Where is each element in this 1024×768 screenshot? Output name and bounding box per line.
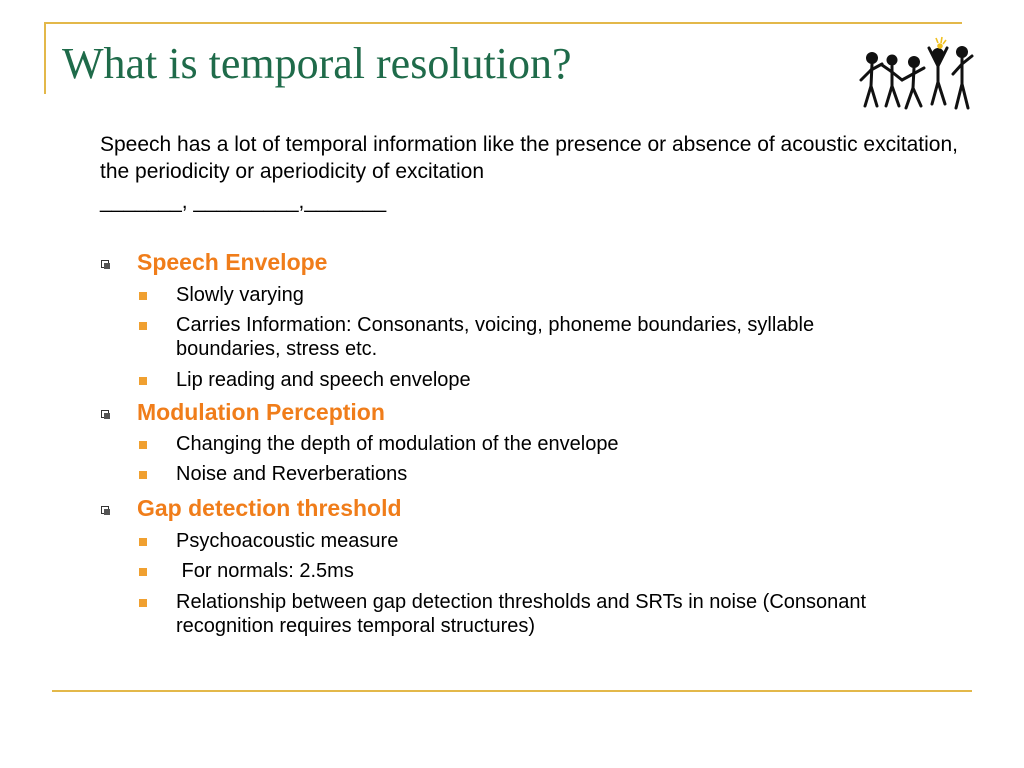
intro-paragraph: Speech has a lot of temporal information like the presence or absence of acoustic excitation, the periodicity or aperiodicity of excitation xyxy=(100,133,958,183)
slide-title: What is temporal resolution? xyxy=(62,39,572,88)
frame-top-line xyxy=(44,22,962,24)
frame-bottom-line xyxy=(52,690,972,692)
square-bullet-icon xyxy=(139,441,147,449)
list-item-text: Lip reading and speech envelope xyxy=(176,369,471,391)
section-heading: Speech Envelope xyxy=(137,249,328,275)
square-bullet-icon xyxy=(139,377,147,385)
square-bullet-icon xyxy=(139,568,147,576)
list-item-text: For normals: 2.5ms xyxy=(176,560,354,582)
list-item-text: Relationship between gap detection thresholds and SRTs in noise (Consonant recognition requires temporal structures) xyxy=(176,591,867,637)
list-item-text: Changing the depth of modulation of the envelope xyxy=(176,433,619,455)
section-heading: Modulation Perception xyxy=(137,399,385,425)
square-bullet-icon xyxy=(139,538,147,546)
section-heading: Gap detection threshold xyxy=(137,495,402,521)
square-bullet-icon xyxy=(139,471,147,479)
list-item-text: Carries Information: Consonants, voicing, phoneme boundaries, syllable boundaries, stress etc. xyxy=(176,314,815,360)
square-bullet-icon xyxy=(139,322,147,330)
list-item-text: Slowly varying xyxy=(176,284,304,306)
hollow-square-bullet-icon xyxy=(101,410,109,418)
dancing-stick-figures-icon xyxy=(858,34,976,116)
fill-in-blanks: _______, _________,_______ xyxy=(100,190,387,213)
square-bullet-icon xyxy=(139,599,147,607)
list-item-text: Noise and Reverberations xyxy=(176,463,408,485)
list-item-text: Psychoacoustic measure xyxy=(176,530,399,552)
hollow-square-bullet-icon xyxy=(101,260,109,268)
frame-left-line xyxy=(44,22,46,94)
hollow-square-bullet-icon xyxy=(101,506,109,514)
square-bullet-icon xyxy=(139,292,147,300)
